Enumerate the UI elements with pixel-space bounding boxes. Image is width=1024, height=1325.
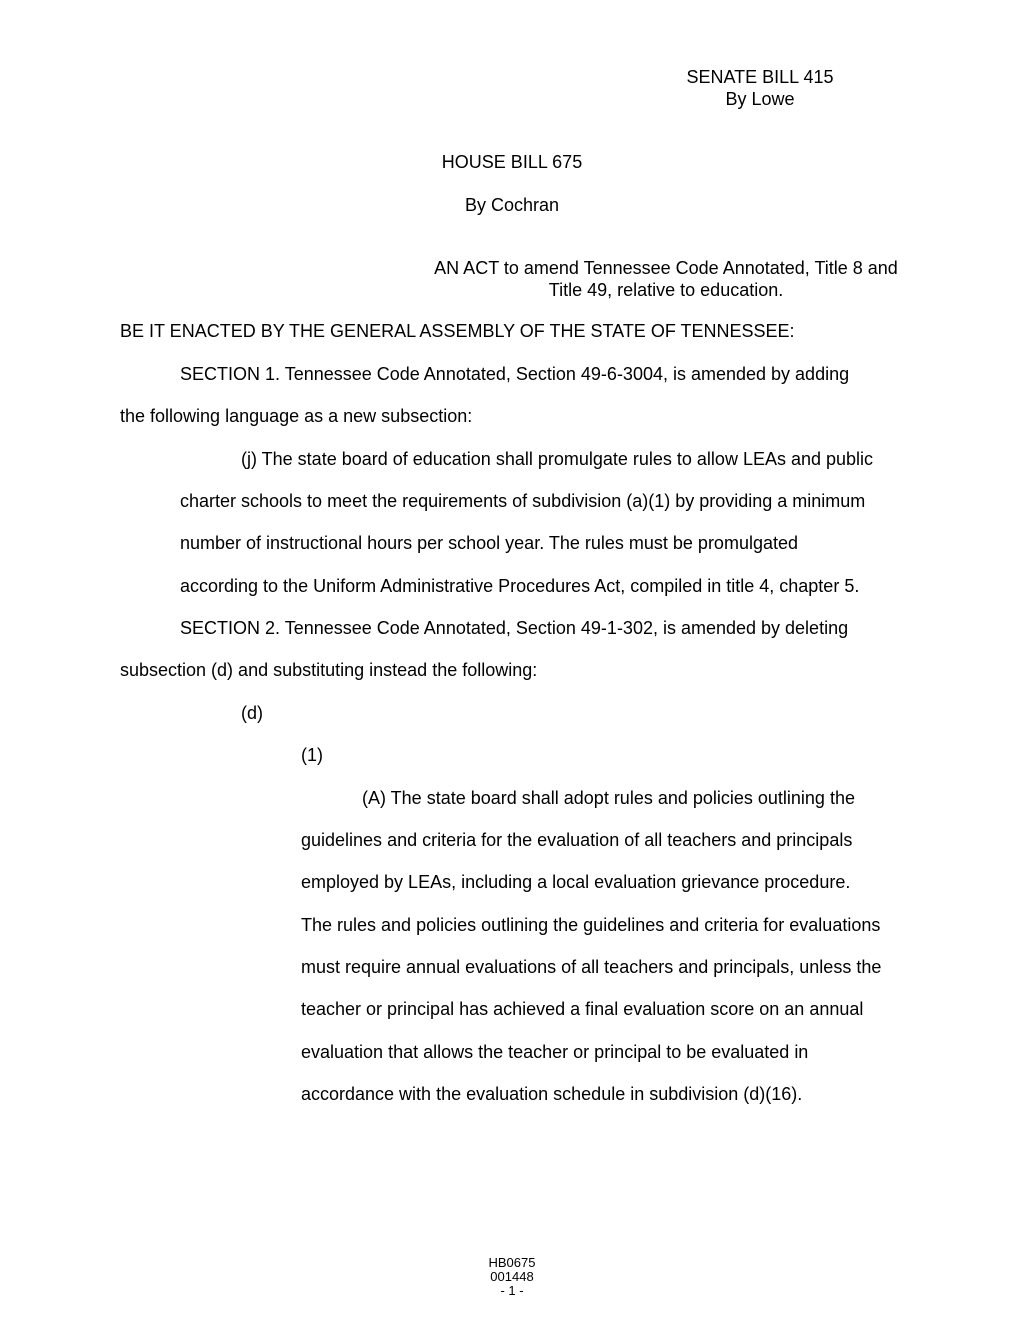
subdivision-a-line: teacher or principal has achieved a final evaluation score on an annual [301, 999, 864, 1019]
senate-bill-sponsor: By Lowe [725, 89, 795, 109]
act-caption-line: Title 49, relative to education. [548, 280, 784, 300]
page-number: - 1 - [500, 1283, 524, 1298]
subdivision-a-line: The rules and policies outlining the guidelines and criteria for evaluations [301, 915, 881, 935]
subdivision-a-line: guidelines and criteria for the evaluation of all teachers and principals [301, 830, 853, 850]
enacting-clause: BE IT ENACTED BY THE GENERAL ASSEMBLY OF THE STATE OF TENNESSEE: [120, 321, 795, 341]
act-caption-line: AN ACT to amend Tennessee Code Annotated, Title 8 and [434, 258, 898, 278]
page-footer [462, 1256, 562, 1298]
footer-bill-code: HB0675 [488, 1255, 536, 1270]
subdivision-1-label: (1) [301, 745, 323, 765]
house-bill-number: HOUSE BILL 675 [441, 152, 583, 172]
subdivision-a-line: (A) The state board shall adopt rules and policies outlining the [362, 788, 855, 808]
footer-doc-number: 001448 [490, 1269, 534, 1284]
subsection-j-line: charter schools to meet the requirements of subdivision (a)(1) by providing a minimum [180, 491, 866, 511]
subsection-j-line: according to the Uniform Administrative Procedures Act, compiled in title 4, chapter 5. [180, 576, 860, 596]
section-2-line: subsection (d) and substituting instead the following: [120, 660, 538, 680]
section-1-heading-line: SECTION 1. Tennessee Code Annotated, Section 49-6-3004, is amended by adding [180, 364, 850, 384]
subdivision-a-line: accordance with the evaluation schedule in subdivision (d)(16). [301, 1084, 803, 1104]
subsection-j-line: number of instructional hours per school year. The rules must be promulgated [180, 533, 798, 553]
act-caption [416, 257, 916, 301]
house-bill-sponsor: By Cochran [464, 195, 560, 215]
subdivision-a-line: evaluation that allows the teacher or principal to be evaluated in [301, 1042, 809, 1062]
section-1-line: the following language as a new subsection: [120, 406, 473, 426]
subdivision-a-line: must require annual evaluations of all teachers and principals, unless the [301, 957, 882, 977]
subdivision-a-line: employed by LEAs, including a local evaluation grievance procedure. [301, 872, 851, 892]
section-2-heading-line: SECTION 2. Tennessee Code Annotated, Section 49-1-302, is amended by deleting [180, 618, 849, 638]
senate-bill-block [640, 66, 880, 110]
senate-bill-number: SENATE BILL 415 [686, 67, 834, 87]
subsection-d-label: (d) [241, 703, 263, 723]
subsection-j-line: (j) The state board of education shall promulgate rules to allow LEAs and public [241, 449, 874, 469]
